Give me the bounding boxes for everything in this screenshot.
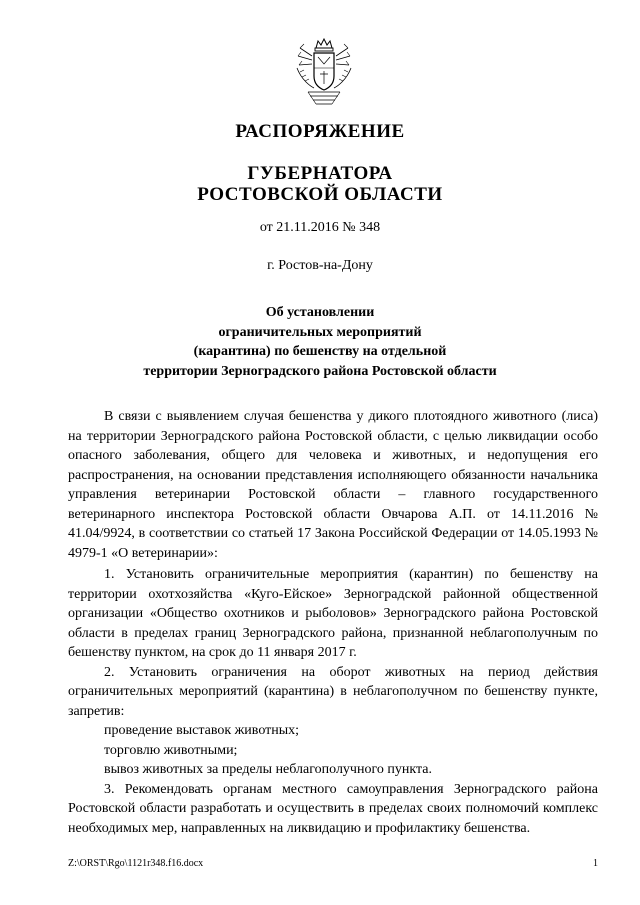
item-3: 3. Рекомендовать органам местного самоуправления Зерноградского района Ростовской области разработать и осуществить в пределах своих полномочий комплекс необходимых мер, направленных на ликвидацию и профилактику бешенства. (68, 781, 598, 836)
document-date-number: от 21.11.2016 № 348 (259, 220, 381, 235)
page-number: 1 (593, 858, 598, 869)
subject-line: (карантина) по бешенству на отдельной (193, 344, 447, 359)
issuer-title-line1: ГУБЕРНАТОРА (247, 163, 393, 184)
item-2: 2. Установить ограничения на оборот животных на период действия ограничительных мероприятий (карантина) в неблагополучном по бешенству пункте, запретив: (68, 664, 598, 719)
document-type-title: РАСПОРЯЖЕНИЕ (235, 121, 405, 142)
document-subject (0, 303, 640, 381)
subject-line: Об установлении (265, 305, 375, 320)
item-2-prohibition: вывоз животных за пределы неблагополучного пункта. (104, 762, 432, 777)
item-2-prohibition: торговлю животными; (104, 742, 238, 758)
page-footer (68, 858, 598, 869)
item-2-prohibition: проведение выставок животных; (104, 723, 300, 738)
subject-line: ограничительных мероприятий (218, 324, 422, 340)
issuer-title-line2: РОСТОВСКОЙ ОБЛАСТИ (197, 184, 443, 205)
file-path: Z:\ORST\Rgo\1121r348.f16.docx (68, 858, 204, 869)
resolution-items (68, 565, 598, 838)
subject-line: территории Зерноградского района Ростовской области (143, 363, 497, 379)
coat-of-arms-emblem (294, 38, 354, 106)
item-1: 1. Установить ограничительные мероприятия (карантин) по бешенству на территории охотхозяйства «Куго-Ейское» Зерноградской районной общественной организации «Общество охотников и рыболовов» Зерноградского района Ростовской области в пределах границ Зерноградского района, признанной неблагополучным по бешенству пунктом, на срок до 11 января 2017 г. (68, 567, 598, 660)
preamble-paragraph: В связи с выявлением случая бешенства у дикого плотоядного животного (лиса) на территории Зерноградского района Ростовской области, с целью ликвидации особо опасного заболевания, общего для человека и животных, и недопущения его распространения, на основании представления исполняющего обязанности начальника управления ветеринарии Ростовской области – главного государственного ветеринарного инспектора Ростовской области Овчарова А.П. от 14.11.2016 № 41.04/9924, в соответствии со статьей 17 Закона Российской Федерации от 14.05.1993 № 4979-1 «О ветеринарии»: (68, 409, 598, 561)
document-city: г. Ростов-на-Дону (267, 258, 373, 273)
preamble-section (68, 407, 598, 563)
